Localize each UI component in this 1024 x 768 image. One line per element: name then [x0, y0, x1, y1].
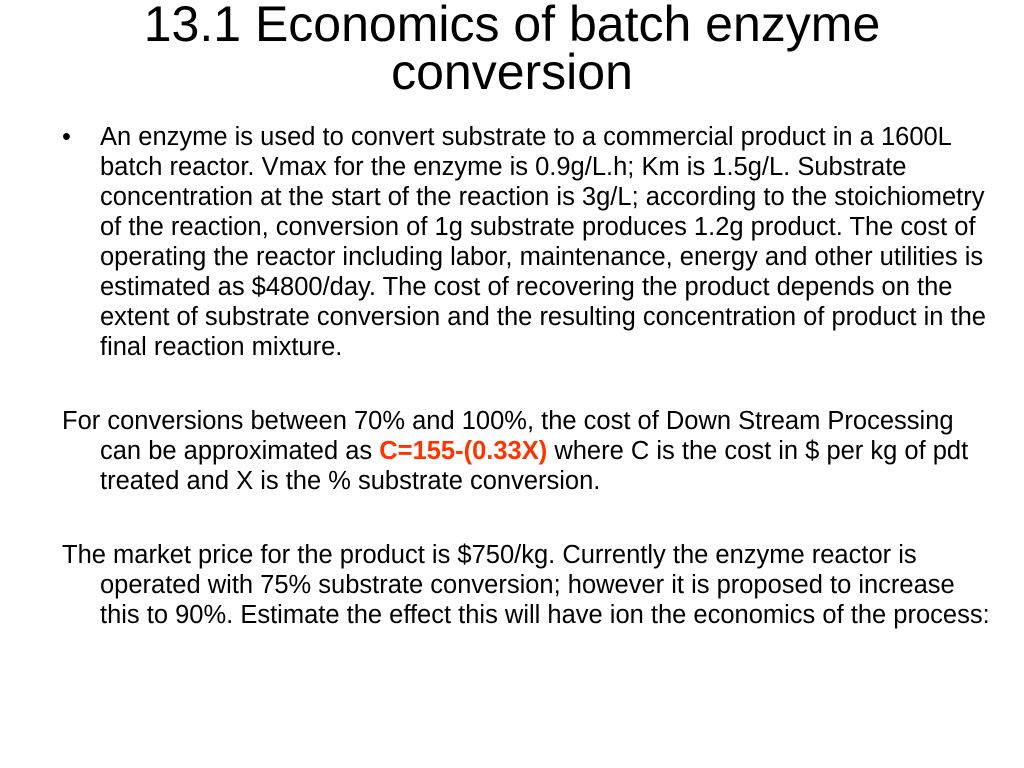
problem-statement-text: An enzyme is used to convert substrate to a commercial product in a 1600L batch reactor. Vmax for the enzyme is 0.9g/L.h; Km is 1.5g/L. Substrate concentration at the start of the reaction is 3g/L; according to the stoichiometry of the reaction, conversion of 1g substrate produces 1.2g product. The cost of operating the reactor including labor, maintenance, energy and other utilities is estimated as $4800/day. The cost of recovering the product depends on the extent of substrate conversion and the resulting concentration of product in the final reaction mixture. — [100, 123, 986, 361]
market-price-paragraph — [62, 540, 992, 630]
downstream-processing-text-before: For conversions between 70% and 100%, the cost of Down Stream Processing can be approximated as — [62, 407, 954, 465]
slide-title-line-2: conversion — [391, 44, 633, 100]
slide-title-line-1: 13.1 Economics of batch enzyme — [143, 0, 881, 52]
market-price-text: The market price for the product is $750/kg. Currently the enzyme reactor is operated with 75% substrate conversion; however it is proposed to increase this to 90%. Estimate the effect this will have ion the economics of the process: — [62, 541, 990, 629]
downstream-processing-paragraph — [62, 406, 992, 496]
bullet-marker: • — [62, 123, 71, 151]
slide-title — [0, 0, 1024, 100]
downstream-processing-text-after: where C is the cost in $ per kg of pdt treated and X is the % substrate conversion. — [100, 437, 969, 495]
problem-statement-bullet — [62, 122, 992, 362]
cost-formula: C=155-(0.33X) — [379, 437, 548, 465]
slide-body — [62, 122, 992, 630]
